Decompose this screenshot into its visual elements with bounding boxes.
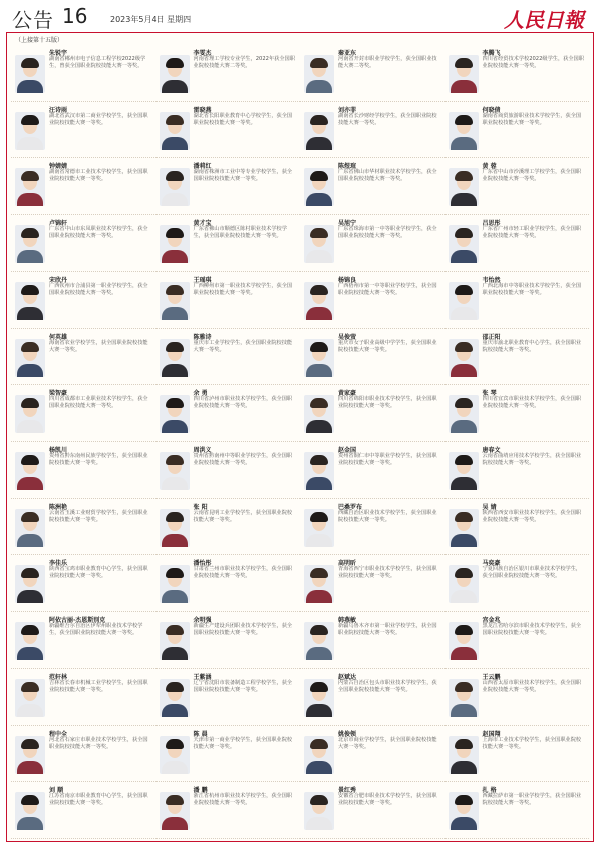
person-name: 邵正阳: [482, 333, 501, 341]
portrait-photo: [449, 679, 479, 717]
person-name: 潘怡彤: [193, 560, 212, 568]
person-entry: [11, 669, 156, 726]
person-name: 高明昕: [338, 560, 357, 568]
person-description: 广东省广州市轻工职业学校学生，获全国职业院校技能大赛一等奖。: [482, 226, 582, 240]
person-entry: [300, 272, 445, 329]
person-name: 吕思彤: [482, 220, 501, 228]
portrait-photo: [304, 509, 334, 547]
person-description: 广西北海市中等职业技术学校学生，获全国职业院校技能大赛一等奖。: [482, 282, 582, 296]
person-description: 四川省绵阳市职业技术学校学生，获全国职业院校技能大赛一等奖。: [338, 396, 437, 410]
person-name: 宋欣丹: [49, 276, 68, 284]
portrait-photo: [15, 622, 45, 660]
person-entry: [156, 329, 301, 386]
portrait-photo: [15, 55, 45, 93]
people-grid: [11, 45, 589, 839]
person-name: 陈煜瑄: [338, 163, 357, 171]
portrait-photo: [449, 792, 479, 830]
person-name: 何英雄: [49, 333, 68, 341]
portrait-photo: [449, 509, 479, 547]
person-entry: [445, 669, 590, 726]
portrait-photo: [160, 55, 190, 93]
portrait-photo: [449, 168, 479, 206]
portrait-photo: [449, 339, 479, 377]
portrait-photo: [449, 395, 479, 433]
person-description: 辽宁省沈阳市装备制造工程学校学生，获全国职业院校技能大赛一等奖。: [193, 679, 293, 693]
person-entry: [300, 612, 445, 669]
person-entry: [11, 555, 156, 612]
person-description: 贵州省黔南州中等职业学校学生，获全国职业院校技能大赛一等奖。: [193, 453, 293, 466]
person-name: 钟婧婧: [49, 163, 68, 171]
portrait-photo: [449, 55, 479, 93]
portrait-photo: [304, 736, 334, 774]
portrait-photo: [160, 736, 190, 774]
portrait-photo: [160, 339, 190, 377]
person-name: 王紫涵: [193, 673, 212, 681]
person-description: 四川省宜宾市职业技术学校学生，获全国职业院校技能大赛一等奖。: [482, 396, 582, 410]
portrait-photo: [15, 792, 45, 830]
person-description: 广东省中山市沙溪理工学校学生，获全国职业院校技能大赛一等奖。: [482, 169, 582, 183]
person-name: 巴桑罗布: [338, 503, 363, 511]
person-description: 西藏自治区职业技术学校学生，获全国职业院校技能大赛一等奖。: [338, 509, 437, 523]
person-name: 梁智豪: [49, 390, 68, 398]
person-description: 重庆市工业学校学生，获全国职业院校技能大赛一等奖。: [193, 339, 293, 353]
person-description: 广东省中山市东凤职业技术学校学生，获全国职业院校技能大赛一等奖。: [49, 226, 148, 240]
person-entry: [300, 555, 445, 612]
person-name: 张 琴: [482, 390, 497, 398]
person-name: 朱锐宇: [49, 50, 68, 57]
person-entry: [300, 158, 445, 215]
person-name: 汪诗雨: [49, 106, 68, 114]
person-description: 海南省农业学校学生，获全国职业院校技能大赛一等奖。: [49, 339, 148, 353]
person-description: 广西柳州市第一职业技术学校学生，获全国职业院校技能大赛一等奖。: [193, 282, 293, 296]
person-description: 贵州省黔东南州民族学校学生，获全国职业院校技能大赛一等奖。: [49, 453, 148, 466]
person-entry: [156, 726, 301, 783]
person-name: 潘莉红: [193, 163, 212, 171]
person-description: 新疆维吾尔自治区伊犁州职业技术学校学生，获全国职业院校技能大赛一等奖。: [49, 623, 143, 637]
person-name: 扎 格: [482, 787, 497, 795]
person-entry: [11, 272, 156, 329]
person-description: 重庆市女子职业高级中学学生，获全国职业院校技能大赛一等奖。: [338, 339, 437, 353]
portrait-photo: [449, 225, 479, 263]
person-entry: [445, 555, 590, 612]
person-entry: [300, 442, 445, 499]
person-description: 江苏省南京市职业教育中心学生，获全国职业院校技能大赛一等奖。: [49, 793, 148, 807]
person-name: 李佳乐: [49, 560, 68, 568]
person-description: 天津市第一商业学校学生，获全国职业院校技能大赛一等奖。: [193, 736, 293, 750]
masthead: [0, 0, 600, 30]
continued-note: （上接第十五版）: [15, 37, 64, 44]
person-name: 陈洲艳: [49, 503, 68, 511]
person-entry: [445, 726, 590, 783]
person-entry: [11, 385, 156, 442]
portrait-photo: [304, 565, 334, 603]
person-entry: [156, 45, 301, 102]
person-entry: [300, 45, 445, 102]
person-description: 云南省昆明工业学校学生，获全国职业院校技能大赛一等奖。: [193, 509, 293, 523]
person-name: 杨锦良: [338, 276, 357, 284]
person-description: 广西钦州市合浦县第一职业学校学生，获全国职业院校技能大赛一等奖。: [49, 282, 148, 296]
person-description: 浙江省杭州市职业技术学校学生，获全国职业院校技能大赛一等奖。: [193, 793, 293, 807]
person-description: 山西省太原市职业技术学校学生，获全国职业院校技能大赛一等奖。: [482, 679, 582, 693]
portrait-photo: [304, 679, 334, 717]
person-name: 黄才宝: [193, 220, 212, 228]
person-name: 吴 婧: [482, 503, 497, 511]
person-name: 宫金兆: [482, 617, 501, 625]
person-description: 湖南省株洲市工业中等专业学校学生，获全国职业院校技能大赛一等奖。: [193, 169, 293, 183]
person-description: 云南省玉溪工业财贸学校学生，获全国职业院校技能大赛一等奖。: [49, 509, 148, 523]
person-description: 吉林省长春市机械工业学校学生，获全国职业院校技能大赛一等奖。: [49, 679, 148, 693]
portrait-photo: [15, 509, 45, 547]
person-entry: [156, 612, 301, 669]
portrait-photo: [15, 452, 45, 490]
person-name: 王云鹏: [482, 673, 501, 681]
person-entry: [300, 102, 445, 159]
person-entry: [445, 215, 590, 272]
person-description: 重庆市渝北职业教育中心学生，获全国职业院校技能大赛一等奖。: [482, 339, 582, 353]
person-name: 陈 晨: [193, 730, 208, 738]
portrait-photo: [160, 679, 190, 717]
portrait-photo: [160, 112, 190, 150]
person-name: 马奕豪: [482, 560, 501, 568]
portrait-photo: [160, 225, 190, 263]
person-entry: [445, 499, 590, 556]
person-entry: [300, 669, 445, 726]
portrait-photo: [15, 565, 45, 603]
person-entry: [445, 612, 590, 669]
portrait-photo: [304, 112, 334, 150]
person-name: 何晓倩: [482, 106, 501, 114]
person-entry: [445, 385, 590, 442]
portrait-photo: [449, 736, 479, 774]
person-name: 赵国翔: [482, 730, 501, 738]
person-description: 甘肃省兰州市职业技术学校学生，获全国职业院校技能大赛一等奖。: [193, 566, 293, 580]
portrait-photo: [160, 282, 190, 320]
portrait-photo: [15, 736, 45, 774]
portrait-photo: [15, 282, 45, 320]
portrait-photo: [15, 339, 45, 377]
person-name: 秦亚东: [338, 50, 357, 57]
person-entry: [11, 726, 156, 783]
portrait-photo: [449, 452, 479, 490]
person-entry: [300, 385, 445, 442]
person-name: 韩燕敏: [338, 617, 357, 625]
person-entry: [445, 45, 590, 102]
portrait-photo: [304, 55, 334, 93]
person-entry: [11, 329, 156, 386]
person-name: 黄 蓉: [482, 163, 497, 171]
person-entry: [300, 329, 445, 386]
portrait-photo: [160, 452, 190, 490]
person-entry: [156, 782, 301, 839]
person-description: 湖南省长沙财经学校学生，获全国职业院校技能大赛一等奖。: [338, 112, 437, 126]
person-name: 周洪义: [193, 447, 212, 454]
person-entry: [156, 272, 301, 329]
portrait-photo: [15, 679, 45, 717]
person-entry: [445, 782, 590, 839]
person-name: 阿依古丽·杰恩斯别克: [49, 617, 106, 625]
person-entry: [11, 158, 156, 215]
person-description: 河北省石家庄市职业技术学校学生，获全国职业院校技能大赛一等奖。: [49, 736, 148, 750]
person-description: 四川省成都市工业职业技术学校学生，获全国职业院校技能大赛一等奖。: [49, 396, 148, 410]
person-entry: [156, 215, 301, 272]
person-description: 四川省泸州市职业技术学校学生，获全国职业院校技能大赛一等奖。: [193, 396, 293, 410]
person-entry: [156, 555, 301, 612]
section-title: 公告: [12, 8, 54, 32]
person-name: 景红秀: [338, 787, 357, 795]
person-description: 新疆乌鲁木齐市第一职业学校学生，获全国职业院校技能大赛一等奖。: [338, 623, 437, 637]
person-description: 新疆生产建设兵团职业技术学校学生，获全国职业院校技能大赛一等奖。: [193, 623, 293, 637]
person-description: 青海省西宁市职业技术学校学生，获全国职业院校技能大赛一等奖。: [338, 566, 437, 580]
newspaper-logo: 人民日報: [504, 8, 584, 32]
person-name: 吴旭宁: [338, 220, 357, 228]
portrait-photo: [160, 168, 190, 206]
person-entry: [300, 726, 445, 783]
person-name: 刘亦菲: [338, 106, 357, 114]
person-entry: [156, 499, 301, 556]
person-entry: [445, 102, 590, 159]
person-entry: [11, 45, 156, 102]
person-entry: [156, 442, 301, 499]
person-name: 余 勇: [193, 390, 208, 398]
person-description: 湖南省常德市工业技术学校学生，获全国职业院校技能大赛一等奖。: [49, 169, 148, 183]
person-description: 贵州省铜仁市中等职业学校学生，获全国职业院校技能大赛一等奖。: [338, 453, 437, 466]
portrait-photo: [449, 112, 479, 150]
person-name: 王瑶琪: [193, 276, 212, 284]
person-name: 张 阳: [193, 503, 208, 511]
portrait-photo: [304, 452, 334, 490]
person-description: 北京市商业学校学生，获全国职业院校技能大赛一等奖。: [338, 736, 437, 750]
portrait-photo: [160, 565, 190, 603]
person-description: 广东省佛山市华材职业技术学校学生，获全国职业院校技能大赛一等奖。: [338, 169, 437, 183]
person-description: 广东省珠海市第一中等职业学校学生，获全国职业院校技能大赛一等奖。: [338, 226, 437, 240]
person-entry: [11, 499, 156, 556]
person-description: 湖南省郴州市电子信息工程学校2022级学生，曾获全国职业院校技能大赛一等奖。: [49, 56, 146, 69]
person-description: 陕西省西安市职业技术学校学生，获全国职业院校技能大赛一等奖。: [482, 509, 582, 523]
person-description: 云南省曲靖应用技术学校学生，获全国职业院校技能大赛一等奖。: [482, 453, 582, 466]
person-description: 陕西省宝鸡市职业教育中心学生，获全国职业院校技能大赛一等奖。: [49, 566, 148, 580]
person-name: 余明强: [193, 617, 212, 625]
person-name: 程中全: [49, 730, 68, 738]
person-name: 赵斌达: [338, 673, 357, 681]
person-name: 潘 鹏: [193, 787, 208, 795]
portrait-photo: [160, 395, 190, 433]
person-entry: [156, 158, 301, 215]
portrait-photo: [160, 792, 190, 830]
announcement-frame: [6, 32, 594, 842]
portrait-photo: [304, 339, 334, 377]
person-entry: [300, 499, 445, 556]
person-entry: [11, 102, 156, 159]
issue-date: 2023年5月4日 星期四: [110, 15, 192, 24]
person-description: 河南省开封市职业学校学生，获全国职业技能大赛二等奖。: [338, 56, 437, 69]
portrait-photo: [15, 225, 45, 263]
person-description: 内蒙古自治区包头市职业技术学校学生，获全国职业院校技能大赛一等奖。: [338, 679, 437, 693]
portrait-photo: [304, 395, 334, 433]
person-name: 李雯杰: [193, 50, 212, 57]
person-description: 河南省理工学校专业学生，2022年获全国职业院校技能大赛二等奖。: [193, 56, 295, 69]
person-name: 黄家豪: [338, 390, 357, 398]
portrait-photo: [160, 509, 190, 547]
person-description: 广西梧州市第一中等职业学校学生，获全国职业院校技能大赛一等奖。: [338, 282, 437, 296]
person-entry: [11, 782, 156, 839]
person-name: 范轩林: [49, 673, 68, 681]
person-name: 姚俊领: [338, 730, 357, 738]
person-entry: [11, 612, 156, 669]
person-name: 吴俊萤: [338, 333, 357, 341]
person-entry: [445, 272, 590, 329]
person-entry: [11, 215, 156, 272]
person-entry: [445, 442, 590, 499]
portrait-photo: [15, 395, 45, 433]
portrait-photo: [304, 622, 334, 660]
person-name: 赵金国: [338, 447, 357, 454]
portrait-photo: [304, 225, 334, 263]
person-name: 雷晓燕: [193, 106, 212, 114]
portrait-photo: [304, 282, 334, 320]
person-name: 唐春文: [482, 447, 501, 454]
person-entry: [156, 102, 301, 159]
person-name: 韦怡然: [482, 276, 501, 284]
person-entry: [445, 158, 590, 215]
person-description: 西藏拉萨市第一职业学校学生，获全国职业院校技能大赛一等奖。: [482, 793, 582, 807]
person-name: 刘 顺: [49, 787, 64, 795]
person-description: 湖南省商贸旅游职业技术学校学生，获全国职业院校技能大赛一等奖。: [482, 112, 582, 126]
person-entry: [156, 669, 301, 726]
portrait-photo: [160, 622, 190, 660]
portrait-photo: [449, 565, 479, 603]
portrait-photo: [15, 112, 45, 150]
page-number: 16: [62, 4, 88, 28]
person-name: 杨凯川: [49, 447, 68, 454]
person-description: 上海市工业技术学校学生，获全国职业院校技能大赛一等奖。: [482, 736, 582, 750]
person-entry: [156, 385, 301, 442]
portrait-photo: [15, 168, 45, 206]
portrait-photo: [304, 168, 334, 206]
portrait-photo: [304, 792, 334, 830]
person-description: 黑龙江省哈尔滨市职业技术学校学生，获全国职业院校技能大赛一等奖。: [482, 623, 582, 637]
portrait-photo: [449, 622, 479, 660]
person-entry: [300, 215, 445, 272]
person-description: 广东省佛山市顺德区陈村职业技术学校学生，获全国职业院校技能大赛一等奖。: [193, 226, 287, 240]
person-description: 四川省经贸技术学校2022级学生，获全国职业院校技能大赛一等奖。: [482, 56, 584, 69]
person-name: 李腾飞: [482, 50, 501, 57]
person-description: 安徽省合肥市职业技术学校学生，获全国职业院校技能大赛一等奖。: [338, 793, 437, 807]
person-entry: [445, 329, 590, 386]
person-name: 卢锦轩: [49, 220, 68, 228]
portrait-photo: [449, 282, 479, 320]
person-description: 湖北省武汉市第二商业学校学生，获全国职业院校技能大赛一等奖。: [49, 112, 148, 126]
person-entry: [11, 442, 156, 499]
person-entry: [300, 782, 445, 839]
person-description: 湖北省长阳职业教育中心学校学生，获全国职业院校技能大赛一等奖。: [193, 112, 293, 126]
person-name: 陈雅诗: [193, 333, 212, 341]
person-description: 宁夏回族自治区银川市职业技术学校学生，获全国职业院校技能大赛一等奖。: [482, 566, 582, 580]
